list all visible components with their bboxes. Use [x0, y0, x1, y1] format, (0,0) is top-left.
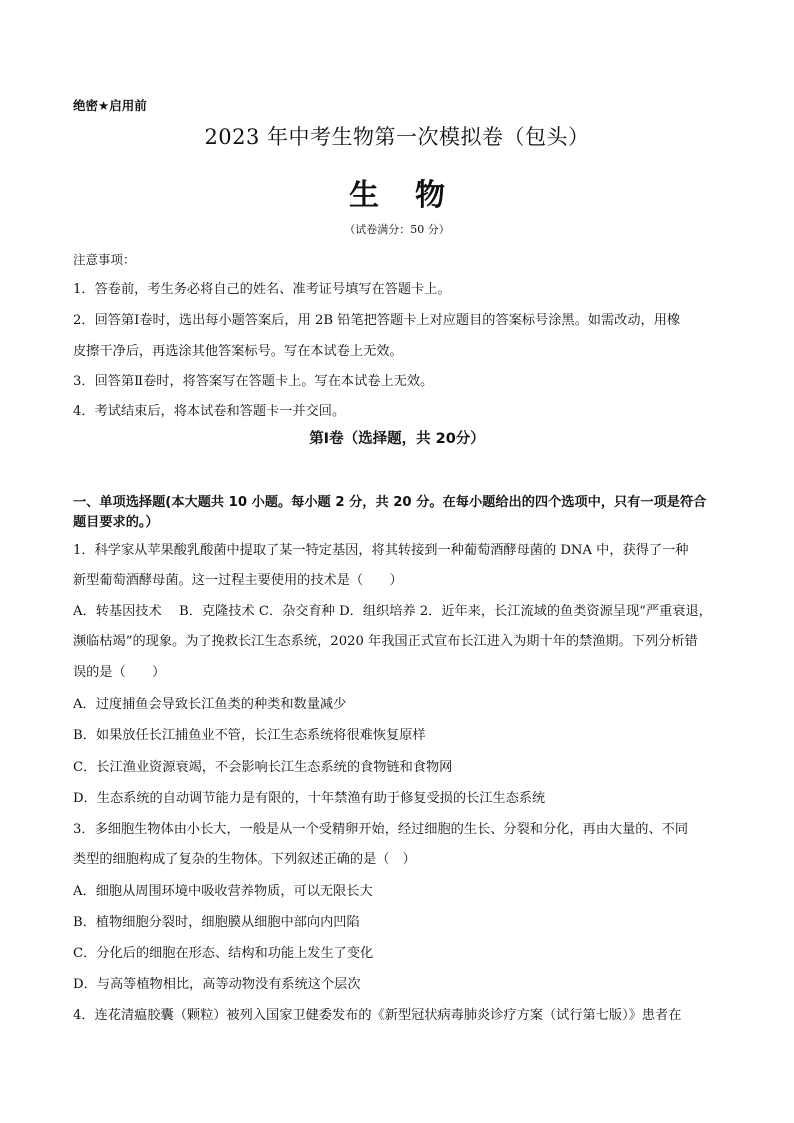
notice-item: 2．回答第Ⅰ卷时，选出每小题答案后，用 2B 铅笔把答题卡上对应题目的答案标号涂黑。如需改动，用橡	[73, 313, 681, 328]
question-line: 4．连花清瘟胶囊（颗粒）被列入国家卫健委发布的《新型冠状病毒肺炎诊疗方案（试行第七版）》患者在	[73, 1008, 682, 1023]
option-line: B．植物细胞分裂时，细胞膜从细胞中部向内凹陷	[73, 915, 360, 930]
question-line: A．转基因技术 B．克隆技术 C．杂交育种 D．组织培养 2．近年来，长江流域的鱼类资源呈现“严重衰退，	[73, 604, 712, 619]
option-line: A．过度捕鱼会导致长江鱼类的种类和数量减少	[73, 697, 347, 712]
option-line: B．如果放任长江捕鱼业不管，长江生态系统将很难恢复原样	[73, 728, 426, 743]
notice-item: 1．答卷前，考生务必将自己的姓名、准考证号填写在答题卡上。	[73, 282, 451, 297]
part-one-title: 第Ⅰ卷（选择题，共 20分）	[309, 431, 485, 447]
confidential-mark: 绝密★启用前	[73, 98, 147, 113]
option-line: A．细胞从周围环境中吸收营养物质，可以无限长大	[73, 884, 373, 899]
question-line: 新型葡萄酒酵母菌。这一过程主要使用的技术是（ ）	[73, 573, 403, 588]
full-score-note: （试卷满分：50 分）	[344, 223, 450, 236]
question-line: 误的是（ ）	[73, 665, 166, 680]
subject-title: 生物	[349, 178, 481, 213]
question-line: 3．多细胞生物体由小长大，一般是从一个受精卵开始，经过细胞的生长、分裂和分化，再由大量的、不同	[73, 822, 689, 837]
section-instruction: 一、单项选择题(本大题共 10 小题。每小题 2 分，共 20 分。在每小题给出的四个选项中，只有一项是符合	[73, 495, 707, 510]
question-line: 1．科学家从苹果酸乳酸菌中提取了某一特定基因，将其转接到一种葡萄酒酵母菌的 DNA 中，获得了一种	[73, 543, 689, 558]
notice-heading: 注意事项：	[73, 252, 136, 267]
notice-item: 3．回答第Ⅱ卷时，将答案写在答题卡上。写在本试卷上无效。	[73, 374, 434, 389]
exam-title: 2023 年中考生物第一次模拟卷（包头）	[204, 125, 590, 149]
option-line: D．与高等植物相比，高等动物没有系统这个层次	[73, 977, 361, 992]
notice-item: 4．考试结束后，将本试卷和答题卡一并交回。	[73, 404, 346, 419]
option-line: D．生态系统的自动调节能力是有限的，十年禁渔有助于修复受损的长江生态系统	[73, 791, 546, 806]
question-line: 濒临枯竭”的现象。为了挽救长江生态系统，2020 年我国正式宣布长江进入为期十年的禁渔期。下列分析错	[73, 634, 698, 649]
option-line: C．分化后的细胞在形态、结构和功能上发生了变化	[73, 946, 374, 961]
option-line: C．长江渔业资源衰竭，不会影响长江生态系统的食物链和食物网	[73, 760, 453, 775]
section-instruction: 题目要求的。）	[73, 515, 159, 530]
notice-item: 皮擦干净后，再选涂其他答案标号。写在本试卷上无效。	[73, 344, 403, 359]
question-line: 类型的细胞构成了复杂的生物体。下列叙述正确的是（ ）	[73, 852, 416, 867]
